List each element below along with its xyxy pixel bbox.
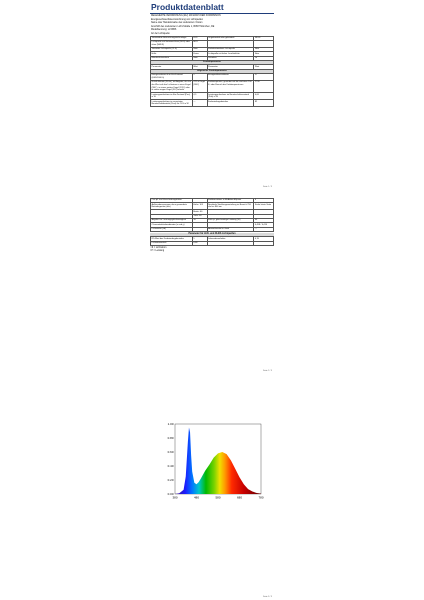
table-row — [151, 203, 274, 210]
table-cell: Tiefe: 60 — [192, 214, 207, 218]
x-tick-label: 480 — [193, 495, 200, 500]
y-tick-label: 0.00 — [167, 492, 174, 496]
y-tick-label: 0.20 — [167, 478, 174, 482]
table-cell: Blendschutzschirm — [151, 56, 193, 60]
header-line: Modellkennung: LV-9956 — [151, 29, 177, 31]
table-cell: LED — [192, 36, 207, 40]
table-cell: Vernetzte Lichtquelle (CLS) — [151, 47, 193, 51]
table-cell: Nein — [192, 47, 207, 51]
x-tick-label: 380 — [172, 495, 178, 500]
footnote: ¹ Φ = Lichtstrom — [150, 246, 167, 249]
table-cell: Nutzlichtstrom (Φuse), mit Angabe, ob sich der Wert auf den Lichtstrom in einer Kugel (360°), in einem weiten Kegel (120°) oder in einem engen Kegel (90°) bezieht — [151, 81, 192, 92]
table-cell: Spektrale Strahlungsverteilung im Bereich 250 nm bis 800 nm — [207, 203, 254, 210]
page-number: Seite 2 / 3 — [262, 370, 272, 372]
table-cell: 6 — [254, 199, 274, 203]
table-cell: 4,9 — [192, 93, 207, 100]
table-cell: Lichtquelle mit hoher Leuchtdichte — [207, 52, 254, 56]
spectrum-chart — [161, 420, 265, 511]
footnotes — [150, 247, 274, 253]
table-cell: 82 — [254, 100, 274, 107]
table-cell: 0,88 — [192, 241, 207, 245]
table-cell — [254, 241, 274, 245]
table-cell: Verwendete Beleuchtungstechnologie — [151, 36, 193, 40]
table-cell: Chromatizitätskoordinaten (x und y) — [151, 223, 193, 227]
table-cell — [207, 40, 254, 47]
table-cell: Ja — [254, 56, 274, 60]
x-tick-label: 780 — [258, 495, 264, 500]
table-cell: Nein — [192, 56, 207, 60]
header-block — [150, 15, 274, 36]
datasheet-page-1 — [150, 0, 274, 190]
table-cell: MLS — [192, 40, 207, 47]
table-row — [151, 100, 274, 107]
table-row — [151, 93, 274, 100]
spectrum-area — [175, 428, 261, 495]
parameter-table-1 — [150, 36, 274, 108]
table-cell: Siehe letzte Seite — [254, 203, 274, 210]
table-cell: G — [254, 74, 274, 81]
table-cell: Nein — [254, 52, 274, 56]
table-cell: 470 in Kugel (360°) — [192, 81, 207, 93]
header-line: DELEGIERTE VERORDNUNG (EU) 2019/2015 DER KOMMISSION — [151, 15, 221, 17]
table-cell: Energieeffizienzklasse — [207, 74, 254, 81]
table-cell — [254, 40, 274, 47]
table-cell: Farbtemperatur, gerundet auf die nächsten 100 K, oder Bereich der Farbtemperaturen — [207, 81, 254, 93]
table-cell: — — [192, 100, 207, 107]
table-cell: Hülle — [151, 52, 193, 56]
datasheet-page-2 — [150, 198, 274, 374]
table-row — [151, 81, 274, 93]
table-row — [151, 74, 274, 81]
table-cell: NDLS — [254, 36, 274, 40]
table-cell: R9-Wert des Farbwiedergabeindex — [151, 237, 193, 241]
y-tick-label: 0.80 — [167, 436, 174, 440]
header-line: Anschrift des Lieferanten: Licht-Straße 1, 80807 München, DE — [151, 25, 215, 28]
table-cell: Lichtstärke (cd) — [151, 227, 193, 231]
table-cell: Nein — [254, 47, 274, 51]
y-tick-label: 0.40 — [167, 464, 174, 468]
table-cell: 0,00 — [254, 93, 274, 100]
y-tick-label: 1.00 — [167, 422, 174, 426]
y-tick-label: 0.60 — [167, 450, 174, 454]
page-title: Produktdatenblatt — [151, 2, 224, 12]
table-cell: Cos φ1 und Verschiebungsfaktor — [151, 199, 193, 203]
table-cell: Parameter — [151, 65, 193, 69]
table-cell: Breite: 60 — [192, 210, 207, 214]
table-cell: Wert — [192, 65, 207, 69]
table-cell: 2700 — [254, 81, 274, 93]
table-cell: Lebensdauerfaktor — [207, 237, 254, 241]
page-number: Seite 1 / 3 — [262, 186, 272, 188]
section-header: Allgemeine Produktparameter — [151, 69, 274, 73]
table-cell: Dimmbar — [207, 56, 254, 60]
table-cell — [192, 227, 207, 231]
table-cell: Ja — [192, 219, 207, 223]
table-cell: Farbabstimmbare Lichtquelle — [207, 47, 254, 51]
parameter-table-3 — [150, 236, 274, 246]
table-cell: Leistungsaufnahme im Ein-Zustand (Pon) in W — [151, 93, 193, 100]
table-cell: Angabe zur Leistungsgleichwertigkeit — [151, 219, 193, 223]
header-line: Art der Lichtquelle: — [151, 32, 171, 35]
table-cell: 0,70 — [254, 237, 274, 241]
table-cell: Wert — [254, 65, 274, 69]
table-cell: Energieverbrauch im Ein-Zustand (kWh/1000 h) — [151, 74, 193, 81]
table-cell: 5 — [192, 74, 207, 81]
table-cell: Falls ja, gleichwertige Leistung (W) — [207, 219, 254, 223]
table-cell: Außenabmessungen ohne gesonderte Betriebsgeräte (mm) — [151, 203, 193, 210]
parameter-table-2 — [150, 198, 274, 232]
footnote: ² P = Leistung — [150, 249, 165, 252]
table-row — [151, 241, 274, 245]
table-cell: Leistungsaufnahme im Bereitschaftszustand (Psb) in W — [207, 93, 254, 100]
table-cell: Lichtstromerhalt — [151, 241, 193, 245]
spectrum-svg — [161, 420, 265, 506]
header-line: Name oder Handelsmarke des Lieferanten: Osram — [151, 22, 203, 24]
table-cell: Parameter — [207, 65, 254, 69]
table-cell: Keine — [192, 52, 207, 56]
table-cell — [207, 241, 254, 245]
table-cell: Abstrahlwinkel in Grad — [207, 227, 254, 231]
table-cell: 0,458 / 0,410 — [254, 223, 274, 227]
table-cell: 5 — [192, 237, 207, 241]
page-number: Seite 3 / 3 — [262, 596, 272, 598]
table-cell: Farbkonsistenz in McAdam-Ellipsen — [207, 199, 254, 203]
section-header: Produktparameter — [151, 60, 274, 64]
x-tick-label: 580 — [215, 495, 221, 500]
table-cell: 40 — [254, 219, 274, 223]
table-row — [151, 40, 274, 47]
title-rule — [150, 13, 274, 14]
table-cell: Höhe: 105 — [192, 203, 207, 210]
subsection-title: Parameter für LED- und OLED-Lichtquellen — [150, 233, 274, 236]
table-cell: Leistungsaufnahme im vernetzten Bereitschaftsbetrieb (Pnet) für CLS in W — [151, 100, 193, 107]
datasheet-page-3 — [150, 380, 274, 600]
table-cell: — — [254, 227, 274, 231]
table-cell: Farbwiedergabeindex — [207, 100, 254, 107]
header-line: Energieverbrauchskennzeichnung von Lichtquellen — [151, 18, 203, 21]
table-row — [151, 227, 274, 231]
x-tick-label: 680 — [236, 495, 243, 500]
table-cell: Lichtquelle mit Netzanschluss (MLS) oder ohne (NMLS) — [151, 40, 193, 47]
table-cell: Ungebündelt oder gebündelt — [207, 36, 254, 40]
